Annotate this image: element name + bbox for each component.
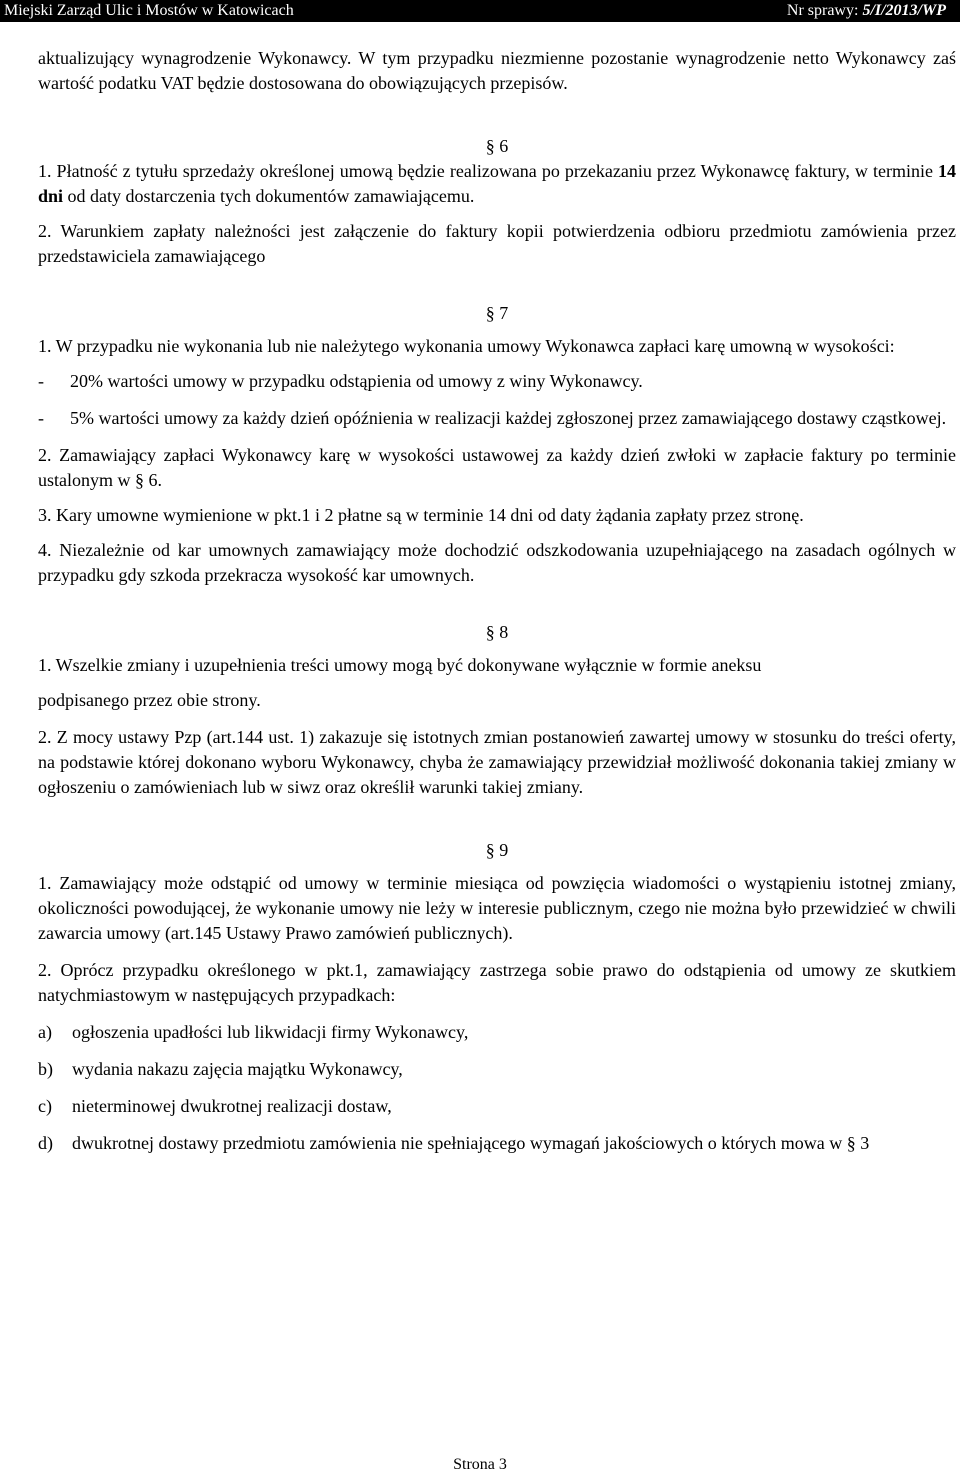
s9-sub-c-text: nieterminowej dwukrotnej realizacji dostaw, bbox=[72, 1096, 392, 1116]
s7-item-1: 1. W przypadku nie wykonania lub nie należytego wykonania umowy Wykonawca zapłaci karę umowną w wysokości: bbox=[38, 336, 895, 356]
s9-sub-a-text: ogłoszenia upadłości lub likwidacji firmy Wykonawcy, bbox=[72, 1022, 469, 1042]
s9-sub-c: c) nieterminowej dwukrotnej realizacji dostaw, bbox=[38, 1096, 392, 1116]
section-heading-7: § 7 bbox=[485, 303, 509, 323]
header-organization: Miejski Zarząd Ulic i Mostów w Katowicach bbox=[4, 2, 294, 19]
page-footer: Strona 3 bbox=[453, 1456, 507, 1473]
s9-item-1: 1. Zamawiający może odstąpić od umowy w terminie miesiąca od powzięcia wiadomości o wystąpieniu istotnej zmiany, okoliczności powodującej, że wykonanie umowy nie leży w interesie publicznym, czego nie można było przewidzieć w chwili zawarcia umowy (art.145 Ustawy Prawo zamówień publicznych). bbox=[38, 873, 956, 943]
s7-dash-2-text: 5% wartości umowy za każdy dzień opóźnienia w realizacji każdej zgłoszonej przez zamawiającego dostawy cząstkowej. bbox=[70, 408, 947, 428]
s9-sub-b-text: wydania nakazu zajęcia majątku Wykonawcy, bbox=[72, 1059, 403, 1079]
s9-sub-b: b) wydania nakazu zajęcia majątku Wykonawcy, bbox=[38, 1059, 403, 1079]
s8-item-1: 1. Wszelkie zmiany i uzupełnienia treści umowy mogą być dokonywane wyłącznie w formie aneksu bbox=[38, 655, 762, 675]
s9-sub-d-text: dwukrotnej dostawy przedmiotu zamówienia nie spełniającego wymagań jakościowych o których mowa w § 3 bbox=[72, 1133, 870, 1153]
s6-item-1-b: od daty dostarczenia tych dokumentów zamawiającemu. bbox=[63, 186, 475, 206]
s7-item-4: 4. Niezależnie od kar umownych zamawiający może dochodzić odszkodowania uzupełniającego na zasadach ogólnych w przypadku gdy szkoda przekracza wysokość kar umownych. bbox=[38, 540, 956, 585]
case-number-value: 5/I/2013/WP bbox=[862, 2, 946, 19]
s6-item-1-bold: 14 dni bbox=[38, 161, 956, 206]
intro-paragraph: aktualizujący wynagrodzenie Wykonawcy. W tym przypadku niezmienne pozostanie wynagrodzenie netto Wykonawcy zaś wartość podatku VAT będzie dostosowana do obowiązujących przepisów. bbox=[38, 48, 956, 93]
section-heading-8: § 8 bbox=[485, 622, 509, 642]
s6-item-1-a: 1. Płatność z tytułu sprzedaży określonej umową będzie realizowana po przekazaniu przez Wykonawcę faktury, w terminie bbox=[38, 161, 938, 181]
s8-item-1-continued: podpisanego przez obie strony. bbox=[38, 690, 261, 710]
section-heading-9: § 9 bbox=[485, 840, 509, 860]
s7-item-2: 2. Zamawiający zapłaci Wykonawcy karę w wysokości ustawowej za każdy dzień zwłoki w zapłacie faktury po terminie ustalonym w § 6. bbox=[38, 445, 956, 490]
s7-item-3: 3. Kary umowne wymienione w pkt.1 i 2 płatne są w terminie 14 dni od daty żądania zapłaty przez stronę. bbox=[38, 505, 804, 525]
s6-item-2: 2. Warunkiem zapłaty należności jest załączenie do faktury kopii potwierdzenia odbioru przedmiotu zamówienia przez przedstawiciela zamawiającego bbox=[38, 221, 956, 266]
header-case-number bbox=[787, 0, 946, 22]
s7-dash-1-text: 20% wartości umowy w przypadku odstąpienia od umowy z winy Wykonawcy. bbox=[70, 371, 643, 391]
document-body bbox=[38, 46, 956, 1156]
s7-dash-1: - 20% wartości umowy w przypadku odstąpienia od umowy z winy Wykonawcy. bbox=[38, 371, 643, 391]
s7-dash-2: - 5% wartości umowy za każdy dzień opóźnienia w realizacji każdej zgłoszonej przez zamawiającego dostawy cząstkowej. bbox=[38, 408, 947, 428]
s8-item-2: 2. Z mocy ustawy Pzp (art.144 ust. 1) zakazuje się istotnych zmian postanowień zawartej umowy w stosunku do treści oferty, na podstawie której dokonano wyboru Wykonawcy, chyba że zamawiający przewidział możliwość dokonania takiej zmiany w ogłoszeniu o zamówieniach lub w siwz oraz określił warunki takiej zmiany. bbox=[38, 727, 956, 797]
section-heading-6: § 6 bbox=[485, 136, 509, 156]
page-header bbox=[0, 0, 960, 22]
s6-item-1 bbox=[38, 159, 956, 209]
s9-item-2: 2. Oprócz przypadku określonego w pkt.1, zamawiający zastrzega sobie prawo do odstąpienia od umowy ze skutkiem natychmiastowym w następujących przypadkach: bbox=[38, 960, 956, 1005]
case-number-label: Nr sprawy: bbox=[786, 2, 863, 19]
s9-sub-a: a) ogłoszenia upadłości lub likwidacji firmy Wykonawcy, bbox=[38, 1022, 469, 1042]
s9-sub-d: d) dwukrotnej dostawy przedmiotu zamówienia nie spełniającego wymagań jakościowych o których mowa w § 3 bbox=[38, 1133, 870, 1153]
